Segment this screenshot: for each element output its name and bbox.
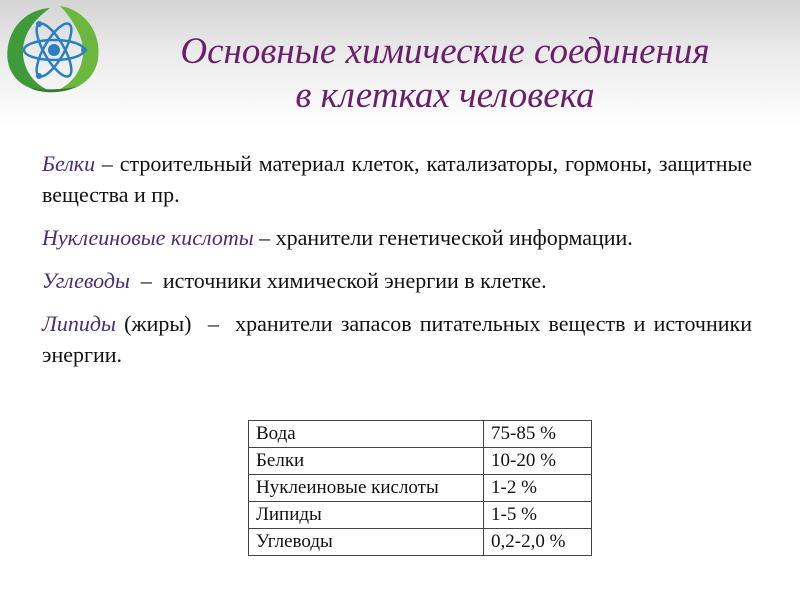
text-proteins: строительный материал клеток, катализаторы, гормоны, защитные вещества и пр.: [42, 151, 753, 207]
paragraph-nucleic-acids: [42, 222, 752, 253]
table-row: [249, 502, 592, 529]
table-cell-value: 1-2 %: [484, 475, 592, 502]
connector-lipids: (жиры) –: [115, 311, 236, 336]
table-cell-value: 75-85 %: [484, 421, 592, 448]
term-nucleic-acids: Нуклеиновые кислоты: [42, 225, 254, 250]
paragraph-carbohydrates: [42, 265, 752, 296]
text-nucleic-acids: хранители генетической информации.: [275, 225, 633, 250]
table-cell-name: Вода: [249, 421, 484, 448]
paragraph-proteins: [42, 148, 752, 210]
text-carbohydrates: источники химической энергии в клетке.: [162, 268, 547, 293]
term-lipids: Липиды: [42, 311, 116, 336]
connector-proteins: –: [95, 151, 120, 176]
term-carbohydrates: Углеводы: [42, 268, 130, 293]
term-proteins: Белки: [42, 151, 96, 176]
atom-leaf-logo-icon: [0, 0, 108, 96]
table-cell-value: 0,2-2,0 %: [484, 529, 592, 556]
title-line-2: в клетках человека: [295, 75, 595, 116]
table-cell-name: Белки: [249, 448, 484, 475]
connector-nucleic-acids: –: [253, 225, 276, 250]
paragraph-lipids: [42, 308, 752, 370]
table-row: [249, 475, 592, 502]
table-row: [249, 448, 592, 475]
table-cell-value: 1-5 %: [484, 502, 592, 529]
connector-carbohydrates: –: [129, 268, 163, 293]
table-row: [249, 421, 592, 448]
table-cell-name: Липиды: [249, 502, 484, 529]
table-row: [249, 529, 592, 556]
table-cell-name: Нуклеиновые кислоты: [249, 475, 484, 502]
slide-title: [110, 30, 780, 118]
table-cell-value: 10-20 %: [484, 448, 592, 475]
title-line-1: Основные химические соединения: [180, 31, 710, 72]
composition-table: [248, 420, 592, 556]
text-lipids: хранители запасов питательных веществ и источники энергии.: [42, 311, 752, 367]
table-cell-name: Углеводы: [249, 529, 484, 556]
body-text: [42, 148, 752, 382]
